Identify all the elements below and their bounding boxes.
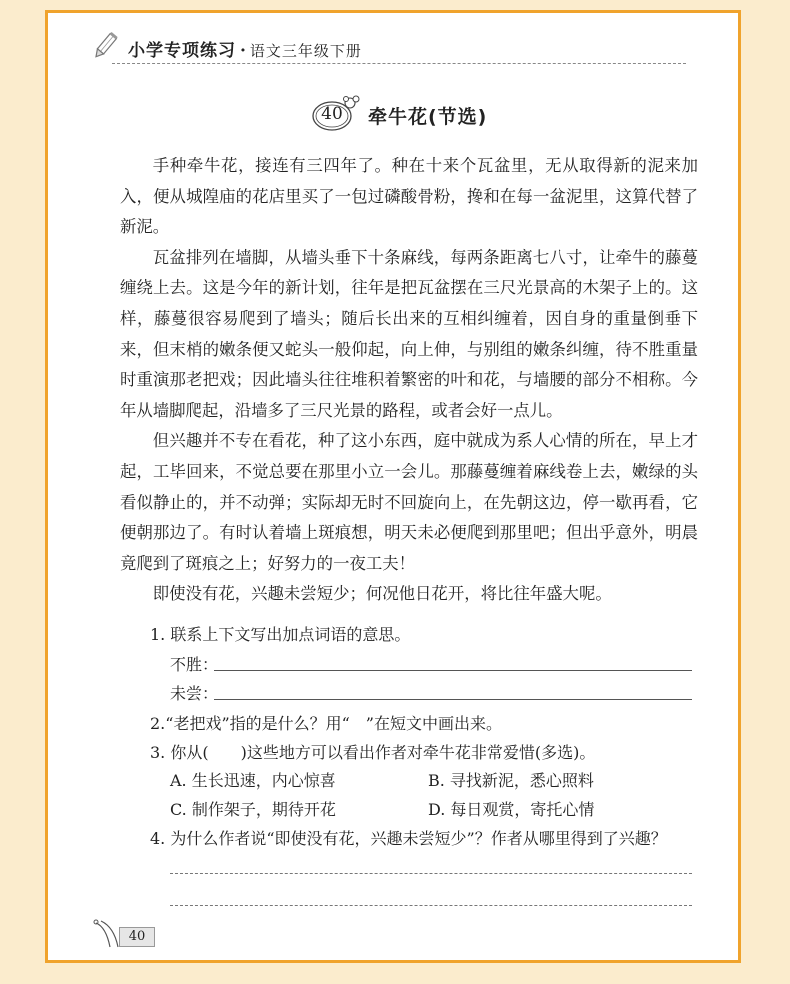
q1-answer-weichang[interactable] <box>214 699 692 700</box>
q3-option-a[interactable]: A. 生长迅速，内心惊喜 <box>170 771 336 790</box>
page-header <box>90 21 362 61</box>
worksheet-page <box>45 10 741 963</box>
paragraph: 但兴趣并不专在看花，种了这小东西，庭中就成为系人心情的所在，早上才起，工毕回来，不觉总要在那里小立一会儿。那藤蔓缠着麻线卷上去，嫩绿的头看似静止的，并不动弹；实际却无时不回旋向上，在先朝这边，停一歇再看，它便朝那边了。有时认着墙上斑痕想，明天未必便爬到那里吧；但出乎意外，明晨竟爬到了斑痕之上；好努力的一夜工夫！ <box>120 431 698 573</box>
q3-option-d[interactable]: D. 每日观赏，寄托心情 <box>428 800 595 819</box>
swirl-decoration-icon <box>92 917 122 949</box>
question-3: 3. 你从( )这些地方可以看出作者对牵牛花非常爱惜(多选)。 <box>150 743 596 762</box>
q4-answer-line[interactable] <box>170 873 692 874</box>
lesson-title: 牵牛花(节选) <box>368 105 488 128</box>
book-subtitle: 语文三年级下册 <box>249 42 362 60</box>
paragraph: 手种牵牛花，接连有三四年了。种在十来个瓦盆里，无从取得新的泥来加入，便从城隍庙的花店里买了一包过磷酸骨粉，搀和在每一盆泥里，这算代替了新泥。 <box>120 156 698 237</box>
q1-label-busheng: 不胜： <box>170 655 219 674</box>
series-title: 小学专项练习 <box>128 41 236 61</box>
question-4: 4. 为什么作者说“即使没有花，兴趣未尝短少”？作者从哪里得到了兴趣？ <box>150 829 667 848</box>
paragraph: 即使没有花，兴趣未尝短少；何况他日花开，将比往年盛大呢。 <box>152 584 612 604</box>
lesson-number: 40 <box>321 104 343 124</box>
header-divider <box>112 63 686 64</box>
q4-answer-line[interactable] <box>170 905 692 906</box>
lesson-badge <box>310 95 362 135</box>
article-body <box>120 151 698 610</box>
q1-label-weichang: 未尝： <box>170 684 219 703</box>
paragraph: 瓦盆排列在墙脚，从墙头垂下十条麻线，每两条距离七八寸，让牵牛的藤蔓缠绕上去。这是今年的新计划，往年是把瓦盆摆在三尺光景高的木架子上的。这样，藤蔓很容易爬到了墙头；随后长出来的互相纠缠着，因自身的重量倒垂下来，但末梢的嫩条便又蛇头一般仰起，向上伸，与别组的嫩条纠缠，待不胜重量时重演那老把戏；因此墙头往往堆积着繁密的叶和花，与墙腰的部分不相称。今年从墙脚爬起，沿墙多了三尺光景的路程，或者会好一点儿。 <box>120 247 698 420</box>
q1-answer-busheng[interactable] <box>214 670 692 671</box>
lesson-heading <box>310 95 487 135</box>
q3-option-c[interactable]: C. 制作架子，期待开花 <box>170 800 336 819</box>
pencil-icon <box>90 31 120 61</box>
page-number: 40 <box>119 927 155 947</box>
header-separator: · <box>240 41 246 61</box>
question-1: 1. 联系上下文写出加点词语的意思。 <box>150 625 411 644</box>
q3-option-b[interactable]: B. 寻找新泥，悉心照料 <box>428 771 594 790</box>
question-2: 2.“老把戏”指的是什么？用“ ”在短文中画出来。 <box>150 714 502 733</box>
